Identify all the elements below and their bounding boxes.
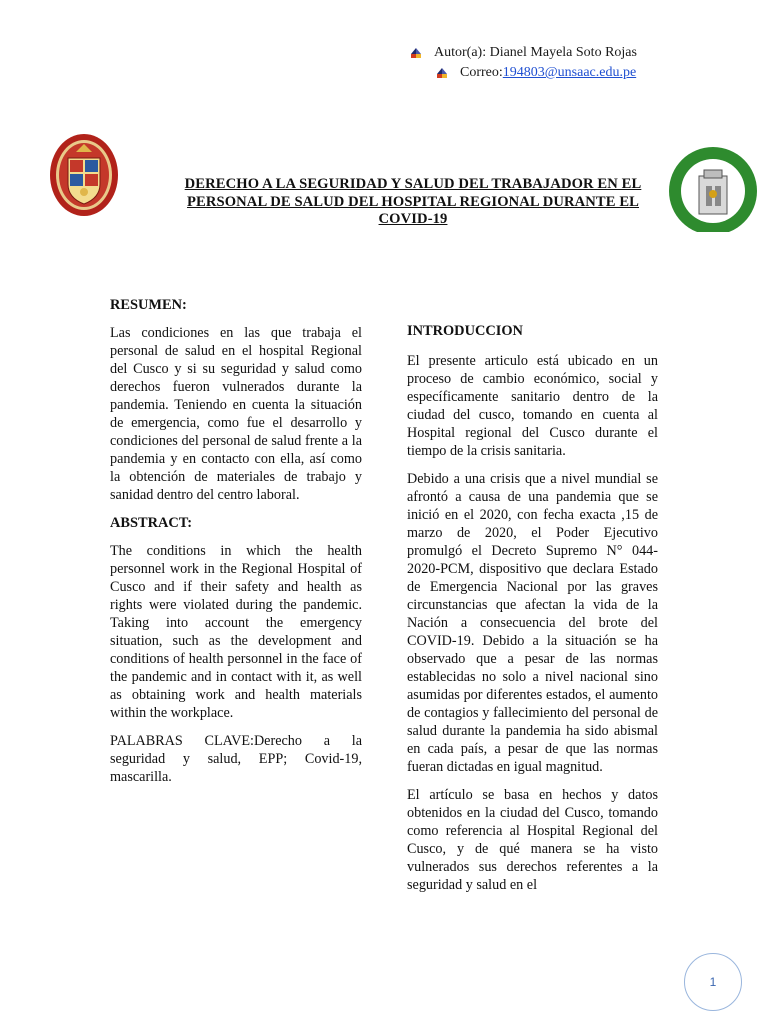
- page-number: 1: [684, 953, 742, 1011]
- author-text: Autor(a): Dianel Mayela Soto Rojas: [434, 45, 637, 60]
- bullet-arrow-icon: [410, 47, 422, 59]
- intro-paragraph-1: El presente articulo está ubicado en un proceso de cambio económico, social y específicamente sanitario dentro de la ciudad del cusco, tomando en cuenta al Hospital regional del Cusco durante el tiempo de la crisis sanitaria.: [407, 353, 658, 459]
- paper-title: DERECHO A LA SEGURIDAD Y SALUD DEL TRABAJADOR EN EL PERSONAL DE SALUD DEL HOSPITAL REGIONAL DURANTE EL COVID-19: [184, 176, 642, 227]
- keywords-text: PALABRAS CLAVE:Derecho a la seguridad y salud, EPP; Covid-19, mascarilla.: [110, 733, 362, 785]
- bullet-arrow-icon: [436, 67, 448, 79]
- resumen-text: Las condiciones en las que trabaja el personal de salud en el hospital Regional del Cusco y si su seguridad y salud como derechos fueron vulnerados durante la pandemia. Teniendo en cuenta la situación de emergencia, como fue el desarrollo y condiciones del personal de salud frente a la pandemia y en contacto con ella, así como la obtención de materiales de trabajo y sanidad dentro del centro laboral.: [110, 325, 362, 503]
- intro-paragraph-2: Debido a una crisis que a nivel mundial se afrontó a causa de una pandemia que se inició en el 2020, con fecha exacta ,15 de marzo de 2020, el Poder Ejecutivo promulgó el Decreto Supremo N° 044-2020-PCM, dispositivo que declara Estado de Emergencia Nacional por las graves circunstancias que afectan la vida de la Nación a consecuencia del brote del COVID-19. Debido a la situación se ha observado que a pesar de las normas establecidas no solo a nivel nacional sino asumidas por diferentes estados, el aumento de contagios y fallecimiento del personal de salud durante la pandemia ha sido abismal en cada país, a pesar de que las normas fueran dictadas en igual magnitud.: [407, 471, 658, 775]
- author-line: [410, 43, 637, 63]
- resumen-heading: RESUMEN:: [110, 297, 187, 313]
- right-column: [407, 322, 658, 904]
- email-label: Correo:: [460, 65, 503, 80]
- introduccion-heading: INTRODUCCION: [407, 323, 523, 339]
- abstract-heading: ABSTRACT:: [110, 515, 193, 531]
- email-line: [436, 63, 637, 83]
- university-seal-icon: [48, 132, 120, 218]
- abstract-text: The conditions in which the health personnel work in the Regional Hospital of Cusco and if their safety and health as rights were violated during the pandemic. Taking into account the emergency situation, such as the development and conditions of health personnel in the face of the pandemic and in contact with it, as well as obtaining work and health materials within the workplace.: [110, 543, 362, 721]
- author-block: [410, 43, 637, 83]
- left-column: [110, 296, 362, 796]
- email-link[interactable]: 194803@unsaac.edu.pe: [502, 65, 637, 80]
- faculty-seal-icon: [668, 146, 758, 232]
- intro-paragraph-3: El artículo se basa en hechos y datos obtenidos en la ciudad del Cusco, tomando como referencia al Hospital Regional del Cusco, y de qué manera se ha visto vulnerados sus derechos referentes a la seguridad y salud en el: [407, 787, 658, 893]
